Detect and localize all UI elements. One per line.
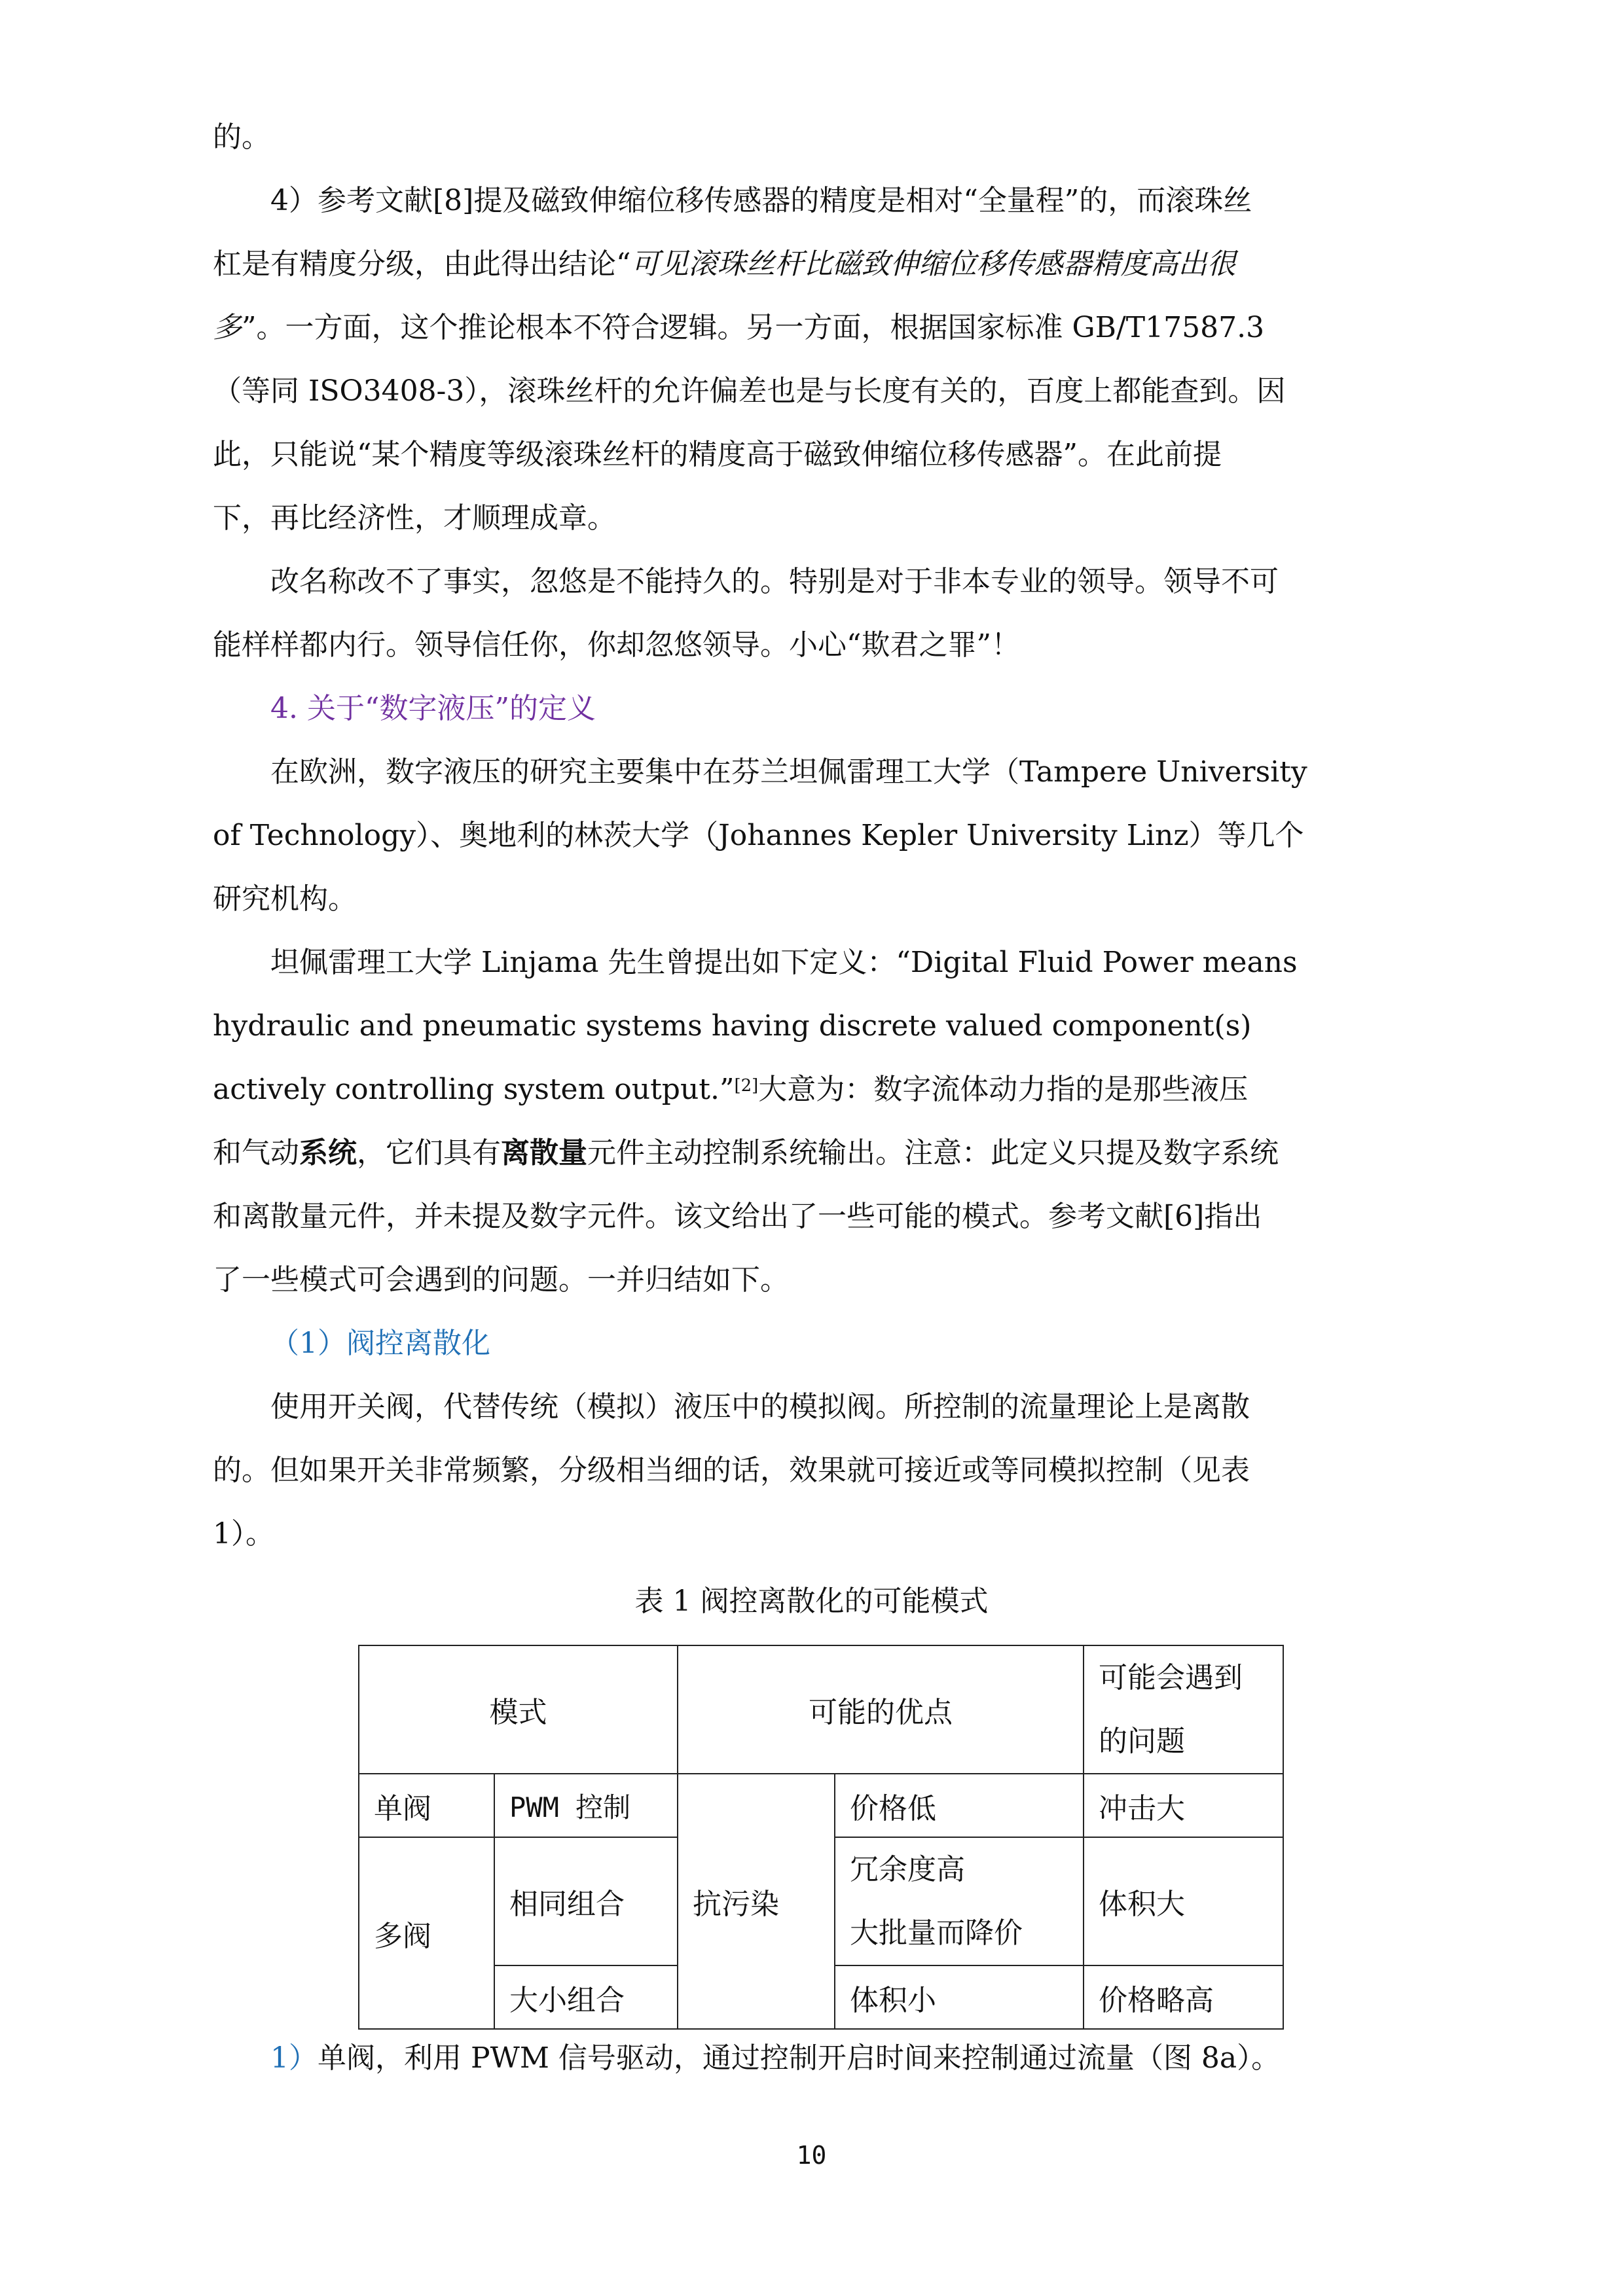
- table-caption: 表 1 阀控离散化的可能模式: [634, 1585, 989, 1618]
- text-line: 能样样都内行。领导信任你，你却忽悠领导。小心“欺君之罪”！: [213, 628, 1020, 662]
- text-span: 单阀，利用 PWM 信号驱动，通过控制开启时间来控制通过流量（图 8a）。: [318, 2041, 1281, 2075]
- text-line: [213, 308, 1264, 348]
- table-cell: 相同组合: [494, 1837, 678, 1965]
- text-line: 的。: [213, 120, 270, 154]
- text-line: 4）参考文献[8]提及磁致伸缩位移传感器的精度是相对“全量程”的，而滚珠丝: [270, 184, 1252, 217]
- table-cell: 体积小: [835, 1965, 1084, 2029]
- text-span: ，它们具有: [357, 1136, 501, 1170]
- table-header-cell: 可能的优点: [678, 1645, 1084, 1774]
- bold-term: 离散量: [501, 1136, 587, 1170]
- table-cell: 大小组合: [494, 1965, 678, 2029]
- table-cell: 多阀: [359, 1837, 494, 2029]
- citation: [2]: [734, 1076, 759, 1096]
- text-line: 研究机构。: [213, 882, 357, 916]
- table-cell: 单阀: [359, 1774, 494, 1837]
- text-line: 坦佩雷理工大学 Linjama 先生曾提出如下定义：“Digital Fluid Power means: [270, 946, 1298, 979]
- table-cell: 抗污染: [678, 1774, 835, 2029]
- list-number: 1）: [270, 2041, 318, 2075]
- text-span: actively controlling system output.”: [213, 1073, 735, 1106]
- text-line: 1）。: [213, 1517, 274, 1551]
- subsection-heading: （1）阀控离散化: [270, 1327, 490, 1360]
- text-line: of Technology）、奥地利的林茨大学（Johannes Kepler University Linz）等几个: [213, 819, 1304, 852]
- header-line: 的问题: [1099, 1725, 1185, 1758]
- text-span: 和气动: [213, 1136, 299, 1170]
- text-line: 下，再比经济性，才顺理成章。: [213, 501, 616, 535]
- text-line: [213, 245, 1236, 284]
- text-line: 在欧洲，数字液压的研究主要集中在芬兰坦佩雷理工大学（Tampere University: [270, 755, 1307, 789]
- table-cell: 冲击大: [1084, 1774, 1283, 1837]
- text-line: 的。但如果开关非常频繁，分级相当细的话，效果就可接近或等同模拟控制（见表: [213, 1454, 1250, 1487]
- section-heading: 4. 关于“数字液压”的定义: [270, 692, 596, 725]
- text-span: 大意为：数字流体动力指的是那些液压: [758, 1073, 1249, 1106]
- italic-quote: 可见滚珠丝杆比磁致伸缩位移传感器精度高出很: [630, 247, 1236, 281]
- table-header-cell: [1084, 1645, 1283, 1774]
- table-cell: 价格低: [835, 1774, 1084, 1837]
- text-line: 和离散量元件，并未提及数字元件。该文给出了一些可能的模式。参考文献[6]指出: [213, 1200, 1262, 1233]
- text-line: （等同 ISO3408-3），滚珠丝杆的允许偏差也是与长度有关的，百度上都能查到。因: [213, 374, 1286, 408]
- text-line: [270, 2039, 1280, 2078]
- text-line: 了一些模式可会遇到的问题。一并归结如下。: [213, 1263, 789, 1297]
- text-line: hydraulic and pneumatic systems having discrete valued component(s): [213, 1009, 1252, 1043]
- cell-line: 大批量而降价: [850, 1916, 1023, 1950]
- table-cell: 价格略高: [1084, 1965, 1283, 2029]
- text-line: 改名称改不了事实，忽悠是不能持久的。特别是对于非本专业的领导。领导不可: [270, 565, 1279, 598]
- table-cell: PWM 控制: [494, 1774, 678, 1837]
- italic-quote: 多: [213, 311, 242, 344]
- table-header-cell: 模式: [359, 1645, 678, 1774]
- text-line: [213, 1070, 1248, 1109]
- header-line: 可能会遇到: [1099, 1661, 1243, 1695]
- page-number: 10: [796, 2141, 827, 2170]
- table-cell: 体积大: [1084, 1837, 1283, 1965]
- text-line: 此，只能说“某个精度等级滚珠丝杆的精度高于磁致伸缩位移传感器”。在此前提: [213, 438, 1222, 471]
- text-line: [213, 1134, 1279, 1173]
- text-span: ”。一方面，这个推论根本不符合逻辑。另一方面，根据国家标准 GB/T17587.3: [242, 311, 1265, 344]
- text-span: 杠是有精度分级，由此得出结论“: [213, 247, 631, 281]
- valve-modes-table: [358, 1645, 1284, 2030]
- bold-term: 系统: [299, 1136, 357, 1170]
- text-line: 使用开关阀，代替传统（模拟）液压中的模拟阀。所控制的流量理论上是离散: [270, 1390, 1250, 1424]
- cell-line: 冗余度高: [850, 1853, 965, 1886]
- table-cell: [835, 1837, 1084, 1965]
- text-span: 元件主动控制系统输出。注意：此定义只提及数字系统: [587, 1136, 1279, 1170]
